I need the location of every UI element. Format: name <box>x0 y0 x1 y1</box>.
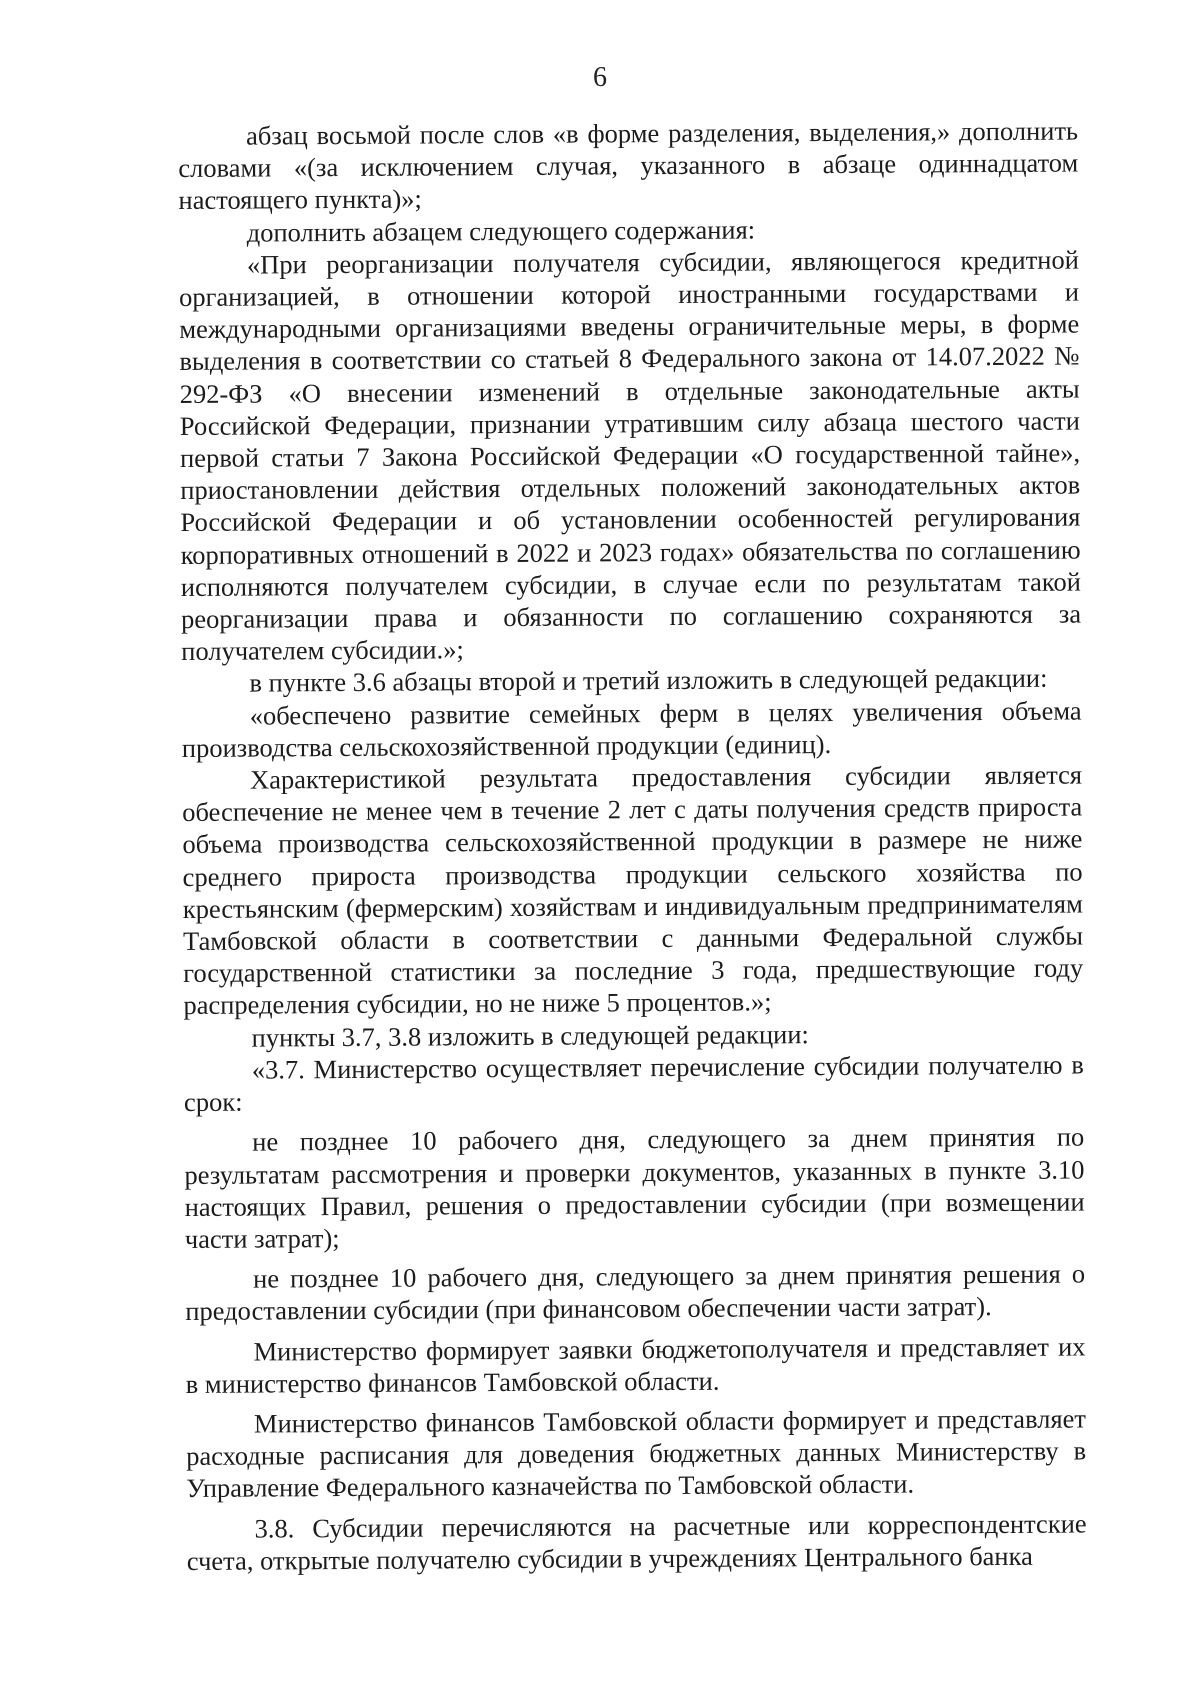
paragraph-13: 3.8. Субсидии перечисляются на расчетные или корреспондентские счета, открытые получателю субсидии в учреждениях Центрального банка <box>186 1508 1087 1576</box>
paragraph-11: Министерство формирует заявки бюджетополучателя и представляет их в министерство финансов Тамбовской области. <box>185 1330 1086 1399</box>
page-number: 6 <box>593 62 607 93</box>
paragraph-12: Министерство финансов Тамбовской области формирует и представляет расходные расписания для доведения бюджетных данных Министерству в Управление Федерального казначейства по Тамбовской области. <box>186 1403 1087 1504</box>
paragraph-2: дополнить абзацем следующего содержания: <box>246 214 756 248</box>
paragraph-3: «При реорганизации получателя субсидии, являющегося кредитной организацией, в отношении которой иностранными государствами и международными организациями введены ограничительные меры, в форме выделения в соответствии со статьей 8 Федерального закона от 14.07.2022 № 292-ФЗ «О внесении изменений в отдельные законодательные акты Российской Федерации, признании утратившим силу абзаца шестого части первой статьи 7 Закона Российской Федерации «О государственной тайне», приостановлении действия отдельных положений законодательных актов Российской Федерации и об установлении особенностей регулирования корпоративных отношений в 2022 и 2023 годах» обязательства по соглашению исполняются получателем субсидии, в случае если по результатам такой реорганизации права и обязанности по соглашению сохраняются за получателем субсидии.»; <box>178 244 1082 667</box>
paragraph-7: пункты 3.7, 3.8 изложить в следующей редакции: <box>251 1018 809 1053</box>
paragraph-9: не позднее 10 рабочего дня, следующего за днем принятия по результатам рассмотрения и проверки документов, указанных в пункте 3.10 настоящих Правил, решения о предоставлении субсидии (при возмещении части затрат); <box>184 1121 1085 1254</box>
paragraph-8: «3.7. Министерство осуществляет перечисление субсидии получателю в срок: <box>183 1049 1084 1118</box>
paragraph-6: Характеристикой результата предоставления субсидии является обеспечение не менее чем в течение 2 лет с даты получения средств прироста объема производства сельскохозяйственной продукции в размере не ниже среднего прироста производства продукции сельского хозяйства по крестьянским (фермерским) хозяйствам и индивидуальным предпринимателям Тамбовской области в соответствии с данными Федеральной службы государственной статистики за последние 3 года, предшествующие году распределения субсидии, но не ниже 5 процентов.»; <box>182 759 1084 1021</box>
document-body <box>178 115 1087 1577</box>
paragraph-5: «обеспечено развитие семейных ферм в целях увеличения объема производства сельскохозяйственной продукции (единиц). <box>181 695 1082 763</box>
paragraph-1: абзац восьмой после слов «в форме разделения, выделения,» дополнить словами «(за исключением случая, указанного в абзаце одиннадцатом настоящего пункта)»; <box>178 115 1079 216</box>
paragraph-10: не позднее 10 рабочего дня, следующего за днем принятия решения о предоставлении субсидии (при финансовом обеспечении части затрат). <box>185 1258 1086 1327</box>
paragraph-4: в пункте 3.6 абзацы второй и третий изложить в следующей редакции: <box>249 663 1048 699</box>
